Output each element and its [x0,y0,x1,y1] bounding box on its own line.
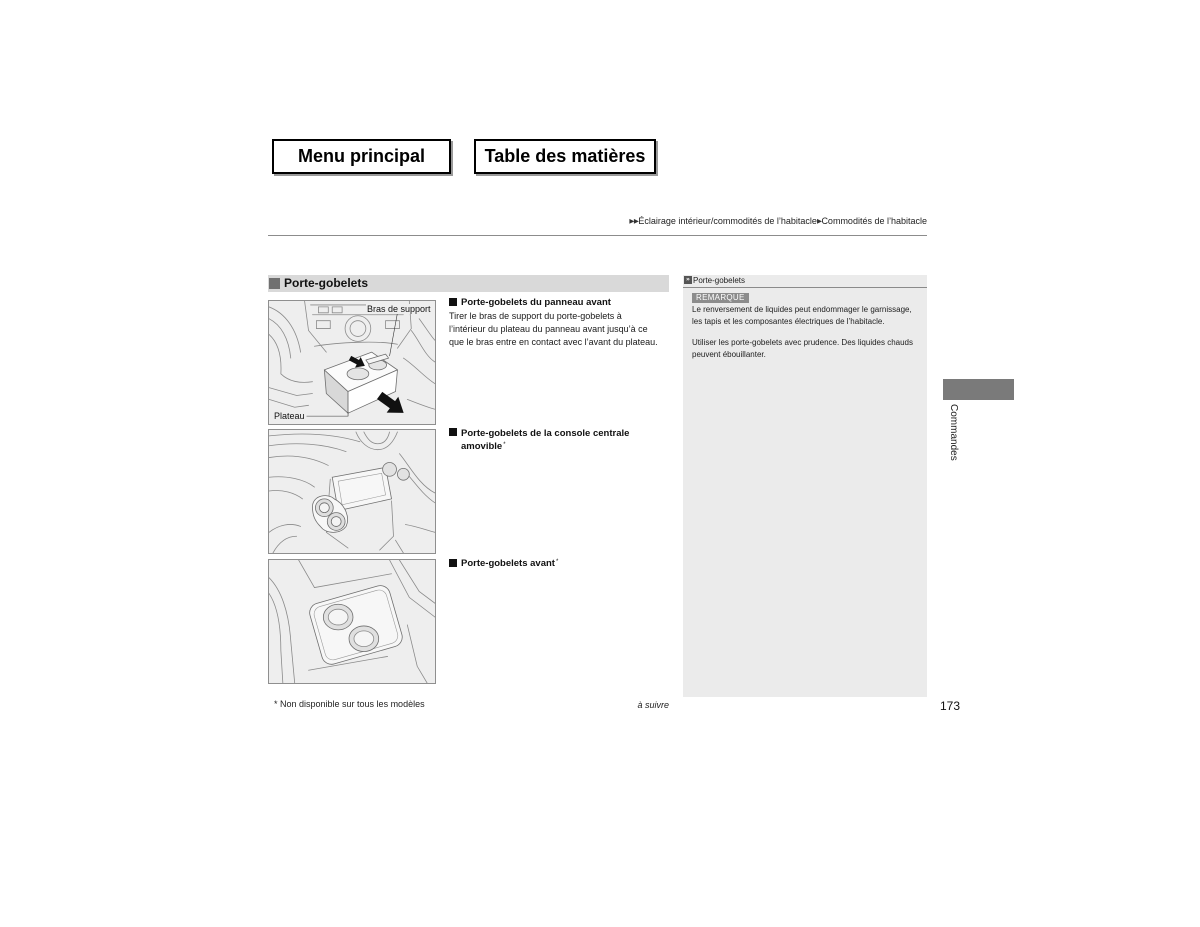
figure-front-panel-cupholder [268,300,436,425]
body-line: que le bras entre en contact avec l’avant du plateau. [449,336,658,347]
insert-outer [307,583,404,666]
note-mark: * [555,558,559,565]
body-line: l’intérieur du plateau du panneau avant jusqu’à ce [449,323,648,334]
title-line [461,557,558,570]
cross-reference-icon: » [684,276,692,284]
section-square-icon [269,278,280,289]
front-cupholder-illustration [269,560,435,683]
control-dial-inner [350,321,366,337]
cup-opening [397,468,409,480]
title-text: Porte-gobelets avant [461,557,555,569]
figure-front-cupholder [268,559,436,684]
item-title-front-panel [461,296,611,309]
main-menu-button[interactable]: Menu principal [272,139,451,174]
section-title: Porte-gobelets [284,276,369,290]
sidebar-heading: Porte-gobelets [693,276,746,285]
console-cupholder-illustration [269,430,435,553]
page-number: 173 [940,699,961,713]
bullet-square-icon [449,298,457,306]
cup-opening-inner [328,609,348,625]
sidebar-header [683,275,927,288]
title-text: amovible [461,440,503,452]
breadcrumb-section: Éclairage intérieur/commodités de l’habitacle [638,216,817,226]
figure-console-cupholder [268,429,436,554]
label-tray: Plateau [274,411,305,421]
continued-label: à suivre [637,700,669,710]
label-support-arm: Bras de support [367,304,431,314]
item-body-front-panel [449,310,671,349]
remark-badge: REMARQUE [692,293,749,303]
bullet-square-icon [449,428,457,436]
sidebar-line: les tapis et les composantes électriques de l’habitacle. [692,317,885,326]
sidebar-line: Utiliser les porte-gobelets avec prudence. Des liquides chauds [692,338,914,347]
item-title-console [461,427,629,453]
body-line: Tirer le bras de support du porte-gobelets à [449,310,622,321]
tray-cup-opening [347,368,369,380]
breadcrumb-arrow-icon: ▶ [816,217,822,225]
note-mark: * [503,441,506,448]
sidebar-note [683,275,927,697]
title-line [461,440,629,453]
breadcrumb [629,215,927,227]
section-heading-bar [268,275,669,292]
headliner-contour [269,434,360,465]
breadcrumb-arrow-icon: ▶▶ [629,217,639,225]
breadcrumb-page: Commodités de l’habitacle [821,216,927,226]
control-dial [345,316,371,342]
title-line: Porte-gobelets du panneau avant [461,297,611,308]
left-console-wall [269,560,314,683]
dashboard-left-contour [269,307,312,407]
left-seat-contour [269,477,314,553]
bullet-square-icon [449,559,457,567]
header-divider [268,235,927,236]
table-of-contents-button[interactable]: Table des matières [474,139,656,174]
front-panel-cupholder-illustration [269,301,435,424]
cup-opening [383,462,397,476]
dashboard-right-contour [403,319,435,410]
sidebar-paragraph [692,337,913,361]
sidebar-line: Le renversement de liquides peut endommager le garnissage, [692,305,912,314]
title-line: Porte-gobelets de la console centrale [461,427,630,439]
grab-handle [356,432,398,450]
item-title-front [461,557,558,570]
cup-opening-inner [319,503,329,513]
chapter-tab-label[interactable]: Commandes [948,404,959,461]
footnote: * Non disponible sur tous les modèles [274,699,425,709]
sidebar-paragraph [692,304,912,328]
chapter-tab[interactable] [943,379,1014,400]
cupholder-insert [307,583,404,666]
cup-opening-inner [331,517,341,527]
cup-opening-inner [354,631,374,647]
sidebar-line: peuvent ébouillanter. [692,350,766,359]
